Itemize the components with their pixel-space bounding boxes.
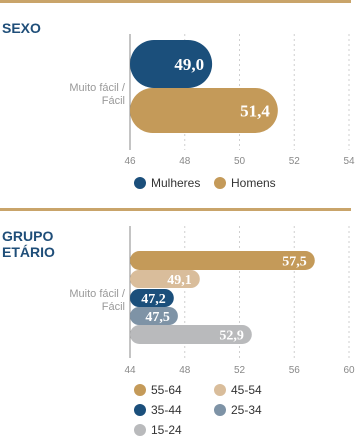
legend-swatch-45-54 <box>214 384 226 396</box>
x-tick-label-46: 46 <box>124 156 136 167</box>
x-tick-label-60: 60 <box>343 365 355 376</box>
data-label-25-34: 47,5 <box>145 310 170 326</box>
category-label-grupo-etario: Muito fácil / Fácil <box>69 288 125 313</box>
x-tick-label-52: 52 <box>233 365 246 376</box>
x-tick-label-50: 50 <box>233 156 246 167</box>
legend-swatch-35-44 <box>134 404 146 416</box>
legend-label-25-34: 25-34 <box>231 403 262 417</box>
legend-swatch-homens <box>214 177 226 189</box>
legend-swatch-55-64 <box>134 384 146 396</box>
x-tick-label-54: 54 <box>343 156 355 167</box>
legend-label-homens: Homens <box>231 176 276 190</box>
chart-sexo <box>124 34 355 190</box>
legend-swatch-15-24 <box>134 424 146 436</box>
data-label-45-54: 49,1 <box>167 273 192 289</box>
x-tick-label-48: 48 <box>179 156 191 167</box>
data-label-15-24: 52,9 <box>219 328 244 344</box>
legend-label-45-54: 45-54 <box>231 383 262 397</box>
legend-label-mulheres: Mulheres <box>151 176 201 190</box>
category-label-sexo: Muito fácil / Fácil <box>69 82 125 107</box>
section-title-grupo-etario: GRUPO ETÁRIO <box>2 228 55 260</box>
legend-label-35-44: 35-44 <box>151 403 182 417</box>
legend-swatch-mulheres <box>134 177 146 189</box>
data-label-55-64: 57,5 <box>282 254 307 270</box>
x-tick-label-44: 44 <box>124 365 136 376</box>
legend-label-15-24: 15-24 <box>151 423 182 437</box>
x-tick-label-48: 48 <box>179 365 191 376</box>
legend-label-55-64: 55-64 <box>151 383 182 397</box>
section-title-sexo: SEXO <box>2 20 41 36</box>
x-tick-label-56: 56 <box>288 365 300 376</box>
data-label-homens: 51,4 <box>240 101 270 121</box>
data-label-35-44: 47,2 <box>141 292 166 308</box>
legend-swatch-25-34 <box>214 404 226 416</box>
data-label-mulheres: 49,0 <box>174 55 205 75</box>
chart-grupo-etario <box>124 226 355 437</box>
x-tick-label-52: 52 <box>288 156 300 167</box>
